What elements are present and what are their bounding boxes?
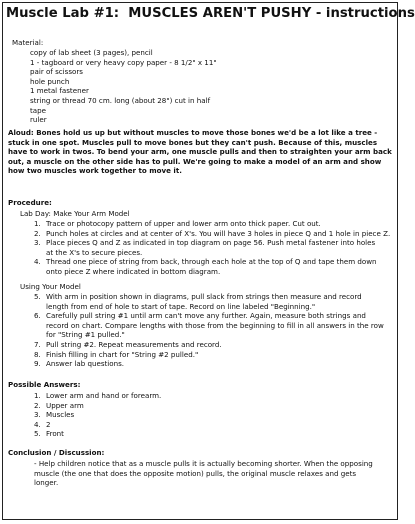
procedure-step: [34, 350, 384, 360]
answer-item: [34, 391, 161, 401]
aloud-line: have to work in twos. To bend your arm, one muscle pulls and then to straighten your arm back: [8, 147, 392, 157]
procedure-step: [34, 330, 384, 340]
item-text: Lower arm and hand or forearm.: [46, 391, 162, 400]
item-number: 3.: [34, 238, 41, 248]
answers-list: [34, 391, 161, 439]
procedure-step: [34, 248, 390, 258]
procedure-step: [34, 340, 384, 350]
procedure-step: [34, 321, 384, 331]
procedure-steps-part-1: [34, 219, 390, 277]
page-title: [6, 6, 415, 21]
answer-item: [34, 429, 161, 439]
title-suffix: - instructions: [315, 6, 415, 21]
item-text: Pull string #2. Repeat measurements and record.: [46, 339, 222, 349]
item-text: Front: [46, 429, 64, 439]
procedure-steps-part-2: [34, 292, 384, 369]
item-text: Answer lab questions.: [46, 359, 125, 369]
using-model-heading: Using Your Model: [20, 282, 81, 291]
aloud-line: Aloud: Bones hold us up but without muscles to move those bones we'd be a lot like a tree -: [8, 128, 378, 137]
item-text: Place pieces Q and Z as indicated in top diagram on page 56. Push metal fastener into holes: [46, 238, 376, 248]
procedure-step: [34, 267, 390, 277]
item-text: Trace or photocopy pattern of upper and lower arm onto thick paper. Cut out.: [46, 219, 321, 228]
item-text: for "String #1 pulled.": [46, 330, 125, 340]
item-number: 3.: [34, 410, 41, 420]
item-text: 2: [46, 419, 51, 429]
material-item: ruler: [30, 115, 47, 125]
lab-day-heading: Lab Day: Make Your Arm Model: [20, 209, 130, 218]
item-text: Muscles: [46, 410, 75, 420]
item-number: 1.: [34, 391, 41, 400]
item-number: 5.: [34, 429, 41, 439]
procedure-heading: Procedure:: [8, 198, 52, 207]
item-number: 4.: [34, 419, 41, 429]
item-text: record on chart. Compare lengths with those from the beginning to fill in all answers in the row: [46, 320, 384, 330]
answer-item: [34, 401, 161, 411]
material-heading: Material:: [12, 38, 44, 47]
conclusion-paragraph: [34, 459, 373, 488]
conclusion-line: muscle (the one that does the opposite motion) pulls, the original muscle relaxes and gets: [34, 468, 357, 478]
item-number: 8.: [34, 349, 41, 359]
item-text: onto piece Z where indicated in bottom diagram.: [46, 266, 221, 276]
item-text: Carefully pull string #1 until arm can't move any further. Again, measure both strings and: [46, 311, 366, 321]
item-number: 7.: [34, 339, 41, 349]
aloud-line: stuck in one spot. Muscles pull to move bones but they can't push. Because of this, muscles: [8, 137, 378, 147]
item-text: With arm in position shown in diagrams, pull slack from strings then measure and record: [46, 292, 362, 301]
item-text: Thread one piece of string from back, through each hole at the top of Q and tape them down: [46, 257, 377, 267]
procedure-step: [34, 238, 390, 248]
item-text: at the X's to secure pieces.: [46, 247, 143, 257]
procedure-step: [34, 311, 384, 321]
procedure-step: [34, 219, 390, 229]
conclusion-heading: Conclusion / Discussion:: [8, 448, 105, 457]
aloud-line: out, a muscle on the other side has to pull. We're going to make a model of an arm and show: [8, 156, 382, 166]
material-item: string or thread 70 cm. long (about 28") cut in half: [30, 95, 211, 105]
conclusion-line: longer.: [34, 478, 59, 488]
procedure-step: [34, 229, 390, 239]
material-list: [30, 48, 217, 125]
title-name: MUSCLES AREN'T PUSHY: [128, 6, 312, 21]
material-item: pair of scissors: [30, 67, 83, 77]
answers-heading: Possible Answers:: [8, 380, 81, 389]
title-lab-number: Muscle Lab #1:: [6, 6, 120, 21]
procedure-step: [34, 302, 384, 312]
material-item: 1 metal fastener: [30, 86, 89, 96]
material-item: 1 - tagboard or very heavy copy paper - 8 1/2" x 11": [30, 57, 217, 67]
material-item: hole punch: [30, 76, 70, 86]
conclusion-line: - Help children notice that as a muscle pulls it is actually becoming shorter. When the opposing: [34, 459, 373, 468]
item-number: 2.: [34, 400, 41, 410]
item-text: Punch holes at circles and at center of X's. You will have 3 holes in piece Q and 1 hole in piece Z.: [46, 228, 391, 238]
item-number: 4.: [34, 257, 41, 267]
item-number: 9.: [34, 359, 41, 369]
item-text: Finish filling in chart for "String #2 pulled.": [46, 349, 199, 359]
item-number: 1.: [34, 219, 41, 228]
item-number: 5.: [34, 292, 41, 301]
item-number: 2.: [34, 228, 41, 238]
item-number: 6.: [34, 311, 41, 321]
item-text: length from end of hole to start of tape. Record on line labeled "Beginning.": [46, 301, 316, 311]
material-item: copy of lab sheet (3 pages), pencil: [30, 48, 153, 57]
procedure-step: [34, 257, 390, 267]
aloud-line: how two muscles work together to move it.: [8, 166, 182, 176]
procedure-step: [34, 359, 384, 369]
material-item: tape: [30, 105, 46, 115]
answer-item: [34, 420, 161, 430]
item-text: Upper arm: [46, 400, 84, 410]
answer-item: [34, 410, 161, 420]
procedure-step: [34, 292, 384, 302]
aloud-paragraph: [8, 128, 392, 176]
